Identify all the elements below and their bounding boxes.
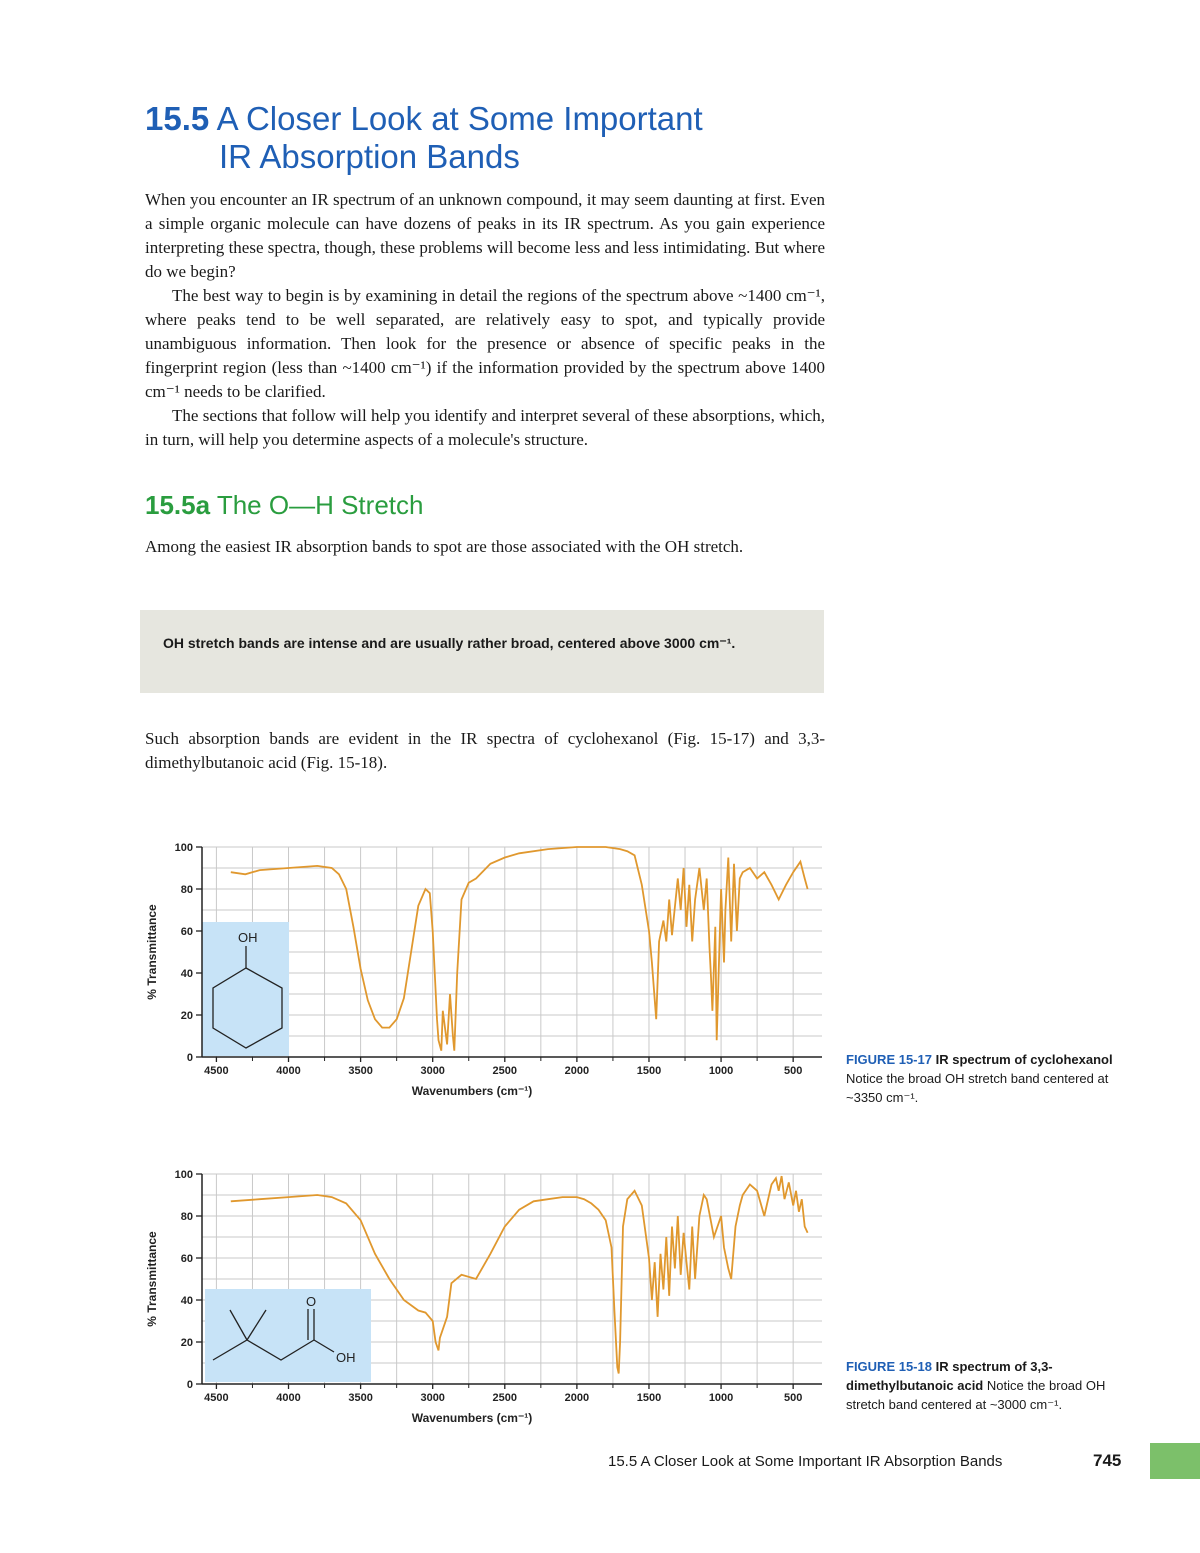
intro-paragraph-2: The best way to begin is by examining in detail the regions of the spectrum above ~1400 cm⁻¹, where peaks tend to be well separated, are relatively easy to spot, and typically provide unambiguous information. Then look for the presence or absence of specific peaks in the fingerprint region (less than ~1400 cm⁻¹) if the information provided by the spectrum above 1400 cm⁻¹ needs to be clarified. [145, 286, 825, 401]
figure-caption-2 [846, 1357, 1146, 1414]
subsection-number: 15.5a [145, 490, 211, 520]
molecule-box-acid [205, 1289, 371, 1382]
running-head: 15.5 A Closer Look at Some Important IR Absorption Bands [608, 1453, 1003, 1470]
y-tick-label: 80 [180, 1211, 193, 1223]
x-tick-label: 2500 [492, 1065, 518, 1077]
x-tick-label: 4000 [276, 1392, 301, 1404]
x-axis-label: Wavenumbers (cm⁻¹) [411, 1084, 533, 1098]
x-tick-label: 2000 [564, 1065, 590, 1077]
subsection-p1-text: Among the easiest IR absorption bands to spot are those associated with the OH stretch. [145, 537, 744, 556]
figure-note-2: Notice the broad OH stretch band centered at ~3000 cm⁻¹. [846, 1378, 1106, 1412]
y-tick-label: 0 [186, 1379, 193, 1391]
hydroxyl-label: OH [336, 1350, 356, 1365]
x-tick-label: 1000 [708, 1065, 734, 1077]
y-tick-label: 40 [180, 1295, 193, 1307]
intro-text [145, 188, 825, 452]
oh-label: OH [238, 930, 258, 945]
x-tick-label: 500 [783, 1065, 803, 1077]
intro-paragraph-1: When you encounter an IR spectrum of an unknown compound, it may seem daunting at first. Even a simple organic molecule can have dozens of peaks in its IR spectrum. As you gain experience interpreting these spectra, though, these problems will become less and less intimidating. But where do we begin? [145, 190, 825, 281]
subsection-paragraph-1 [145, 535, 825, 559]
x-axis-label: Wavenumbers (cm⁻¹) [411, 1411, 533, 1425]
y-axis-label: % Transmittance [145, 904, 159, 1000]
y-tick-label: 100 [174, 1169, 193, 1181]
x-tick-label: 2000 [564, 1392, 590, 1404]
subsection-title [145, 490, 423, 521]
y-tick-label: 0 [186, 1052, 193, 1064]
x-tick-label: 500 [783, 1392, 803, 1404]
figure-label-1: FIGURE 15-17 [846, 1052, 932, 1067]
callout-text: OH stretch bands are intense and are usually rather broad, centered above 3000 cm⁻¹. [163, 635, 736, 651]
subsection-p2-text: Such absorption bands are evident in the IR spectra of cyclohexanol (Fig. 15-17) and 3,3-dimethylbutanoic acid (Fig. 15-18). [145, 729, 825, 772]
x-tick-label: 2500 [492, 1392, 518, 1404]
x-tick-label: 3000 [420, 1392, 445, 1404]
section-title-line2: IR Absorption Bands [219, 138, 520, 175]
x-tick-label: 1500 [636, 1392, 662, 1404]
intro-paragraph-3: The sections that follow will help you identify and interpret several of these absorptions, which, in turn, will help you determine aspects of a molecule's structure. [145, 406, 825, 449]
page-number: 745 [1093, 1451, 1122, 1470]
ir-spectrum-dimethylbutanoic-acid [140, 1162, 830, 1452]
x-tick-label: 4500 [204, 1392, 229, 1404]
y-tick-label: 60 [180, 926, 193, 938]
x-tick-label: 1000 [708, 1392, 734, 1404]
y-tick-label: 80 [180, 884, 193, 896]
x-tick-label: 3000 [420, 1065, 445, 1077]
carbonyl-o-label: O [306, 1294, 317, 1309]
y-tick-label: 20 [180, 1337, 193, 1349]
ir-chart-2-svg [140, 1162, 830, 1452]
ir-spectrum-cyclohexanol [140, 835, 830, 1125]
ir-chart-1-svg [140, 835, 830, 1125]
y-tick-label: 20 [180, 1010, 193, 1022]
y-tick-label: 60 [180, 1253, 193, 1265]
key-point-callout [140, 610, 824, 693]
x-tick-label: 1500 [636, 1065, 662, 1077]
x-tick-label: 3500 [348, 1392, 373, 1404]
section-number: 15.5 [145, 100, 210, 137]
y-axis-label: % Transmittance [145, 1231, 159, 1327]
section-title [145, 100, 845, 176]
figure-label-2: FIGURE 15-18 [846, 1359, 932, 1374]
x-tick-label: 3500 [348, 1065, 373, 1077]
subsection-paragraph-2 [145, 727, 825, 775]
figure-title-1: IR spectrum of cyclohexanol [935, 1052, 1113, 1067]
figure-caption-1 [846, 1050, 1146, 1107]
y-tick-label: 40 [180, 968, 193, 980]
figure-note-1: Notice the broad OH stretch band centered at ~3350 cm⁻¹. [846, 1071, 1109, 1105]
figure-title-2: IR spectrum of 3,3-dimethylbutanoic acid [846, 1359, 1053, 1393]
x-tick-label: 4500 [204, 1065, 229, 1077]
page-tab-marker [1150, 1443, 1200, 1479]
subsection-heading: The O—H Stretch [216, 490, 424, 520]
y-tick-label: 100 [174, 842, 193, 854]
section-title-line1: A Closer Look at Some Important [216, 100, 703, 137]
x-tick-label: 4000 [276, 1065, 301, 1077]
